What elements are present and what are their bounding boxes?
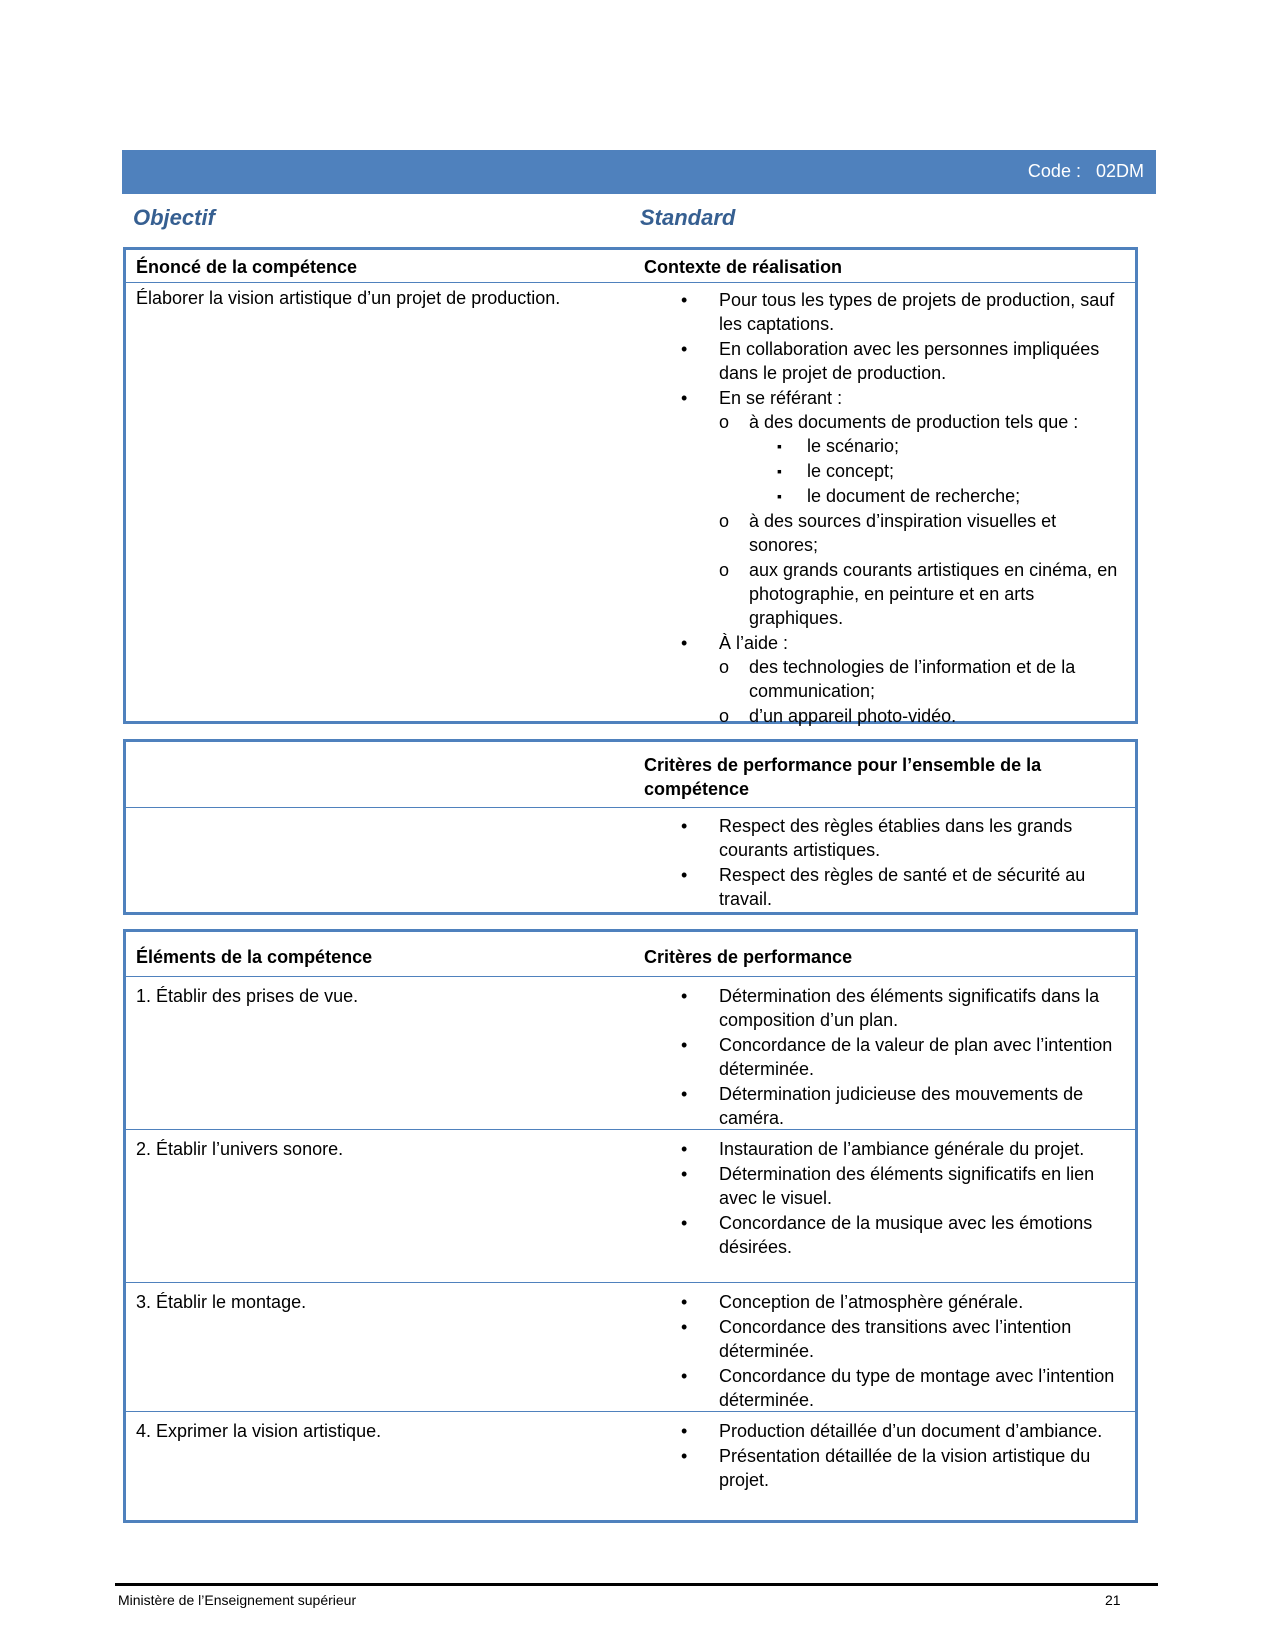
list-item: • Détermination des éléments significatifs en lien avec le visuel. <box>681 1162 1126 1210</box>
element-3: 3. Établir le montage. <box>136 1292 307 1312</box>
list-item: • Détermination judicieuse des mouvements de caméra. <box>681 1082 1126 1130</box>
sub-list-item: o à des sources d’inspiration visuelles et sonores; <box>719 509 1126 557</box>
list-item: • Production détaillée d’un document d’ambiance. <box>681 1419 1126 1443</box>
criteria-list-4 <box>681 1419 1126 1493</box>
list-item: • Détermination des éléments significatifs dans la composition d’un plan. <box>681 984 1126 1032</box>
context-list <box>681 288 1126 729</box>
list-item: • Conception de l’atmosphère générale. <box>681 1290 1126 1314</box>
list-item: • Présentation détaillée de la vision artistique du projet. <box>681 1444 1126 1492</box>
global-criteria-list <box>681 814 1116 912</box>
enonce-header: Énoncé de la compétence <box>136 257 358 277</box>
footer-rule <box>115 1583 1158 1586</box>
element-4: 4. Exprimer la vision artistique. <box>136 1421 382 1441</box>
list-item: • Respect des règles de santé et de sécurité au travail. <box>681 863 1116 911</box>
list-item: • Concordance des transitions avec l’intention déterminée. <box>681 1315 1126 1363</box>
sub-list-item: o à des documents de production tels que : ▪ le scénario; ▪ le concept; ▪ le document de recherche; <box>719 410 1126 508</box>
page-number: 21 <box>1105 1592 1121 1608</box>
sub-list-item: o des technologies de l’information et de la communication; <box>719 655 1126 703</box>
competence-statement: Élaborer la vision artistique d’un projet de production. <box>136 288 561 308</box>
list-item: • Concordance de la valeur de plan avec l’intention déterminée. <box>681 1033 1126 1081</box>
list-item: • Instauration de l’ambiance générale du projet. <box>681 1137 1126 1161</box>
code-label: Code : 02DM <box>1027 161 1144 181</box>
sub-sub-list-item: ▪ le concept; <box>777 459 1126 483</box>
list-item: • Pour tous les types de projets de production, sauf les captations. <box>681 288 1126 336</box>
criteria-list-3 <box>681 1290 1126 1413</box>
standard-title: Standard <box>640 205 736 230</box>
elements-header: Éléments de la compétence <box>136 947 373 967</box>
sub-sub-list-item: ▪ le scénario; <box>777 434 1126 458</box>
global-criteria-table <box>123 739 1138 915</box>
code-value: 02DM <box>1095 161 1144 181</box>
elements-table <box>123 929 1138 1523</box>
sub-sub-list-item: ▪ le document de recherche; <box>777 484 1126 508</box>
element-1: 1. Établir des prises de vue. <box>136 986 359 1006</box>
element-2: 2. Établir l’univers sonore. <box>136 1139 344 1159</box>
sub-list-item: o d’un appareil photo-vidéo. <box>719 704 1126 728</box>
global-criteria-header: Critères de performance pour l’ensemble de la compétence <box>644 755 1042 799</box>
list-item: • Concordance de la musique avec les émotions désirées. <box>681 1211 1126 1259</box>
list-item: • Concordance du type de montage avec l’intention déterminée. <box>681 1364 1126 1412</box>
code-bar <box>122 150 1156 194</box>
list-item: • En collaboration avec les personnes impliquées dans le projet de production. <box>681 337 1126 385</box>
criteria-header: Critères de performance <box>644 947 853 967</box>
contexte-header: Contexte de réalisation <box>644 257 843 277</box>
list-item: • Respect des règles établies dans les grands courants artistiques. <box>681 814 1116 862</box>
criteria-list-2 <box>681 1137 1126 1260</box>
list-item: • À l’aide : o des technologies de l’information et de la communication; o d’un appareil photo-vidéo. <box>681 631 1126 728</box>
criteria-list-1 <box>681 984 1126 1131</box>
sub-list-item: o aux grands courants artistiques en cinéma, en photographie, en peinture et en arts graphiques. <box>719 558 1126 630</box>
list-item: • En se référant : o à des documents de production tels que : ▪ le scénario; ▪ le concept; ▪ le document de recherche; o à des sources d’inspiration visuelles et sonores; o aux grands courants artistiques en cinéma, en photographie, en peinture et en arts graphiques. <box>681 386 1126 630</box>
enonce-table <box>123 247 1138 724</box>
objectif-title: Objectif <box>133 205 215 230</box>
footer-ministry: Ministère de l’Enseignement supérieur <box>118 1592 357 1608</box>
